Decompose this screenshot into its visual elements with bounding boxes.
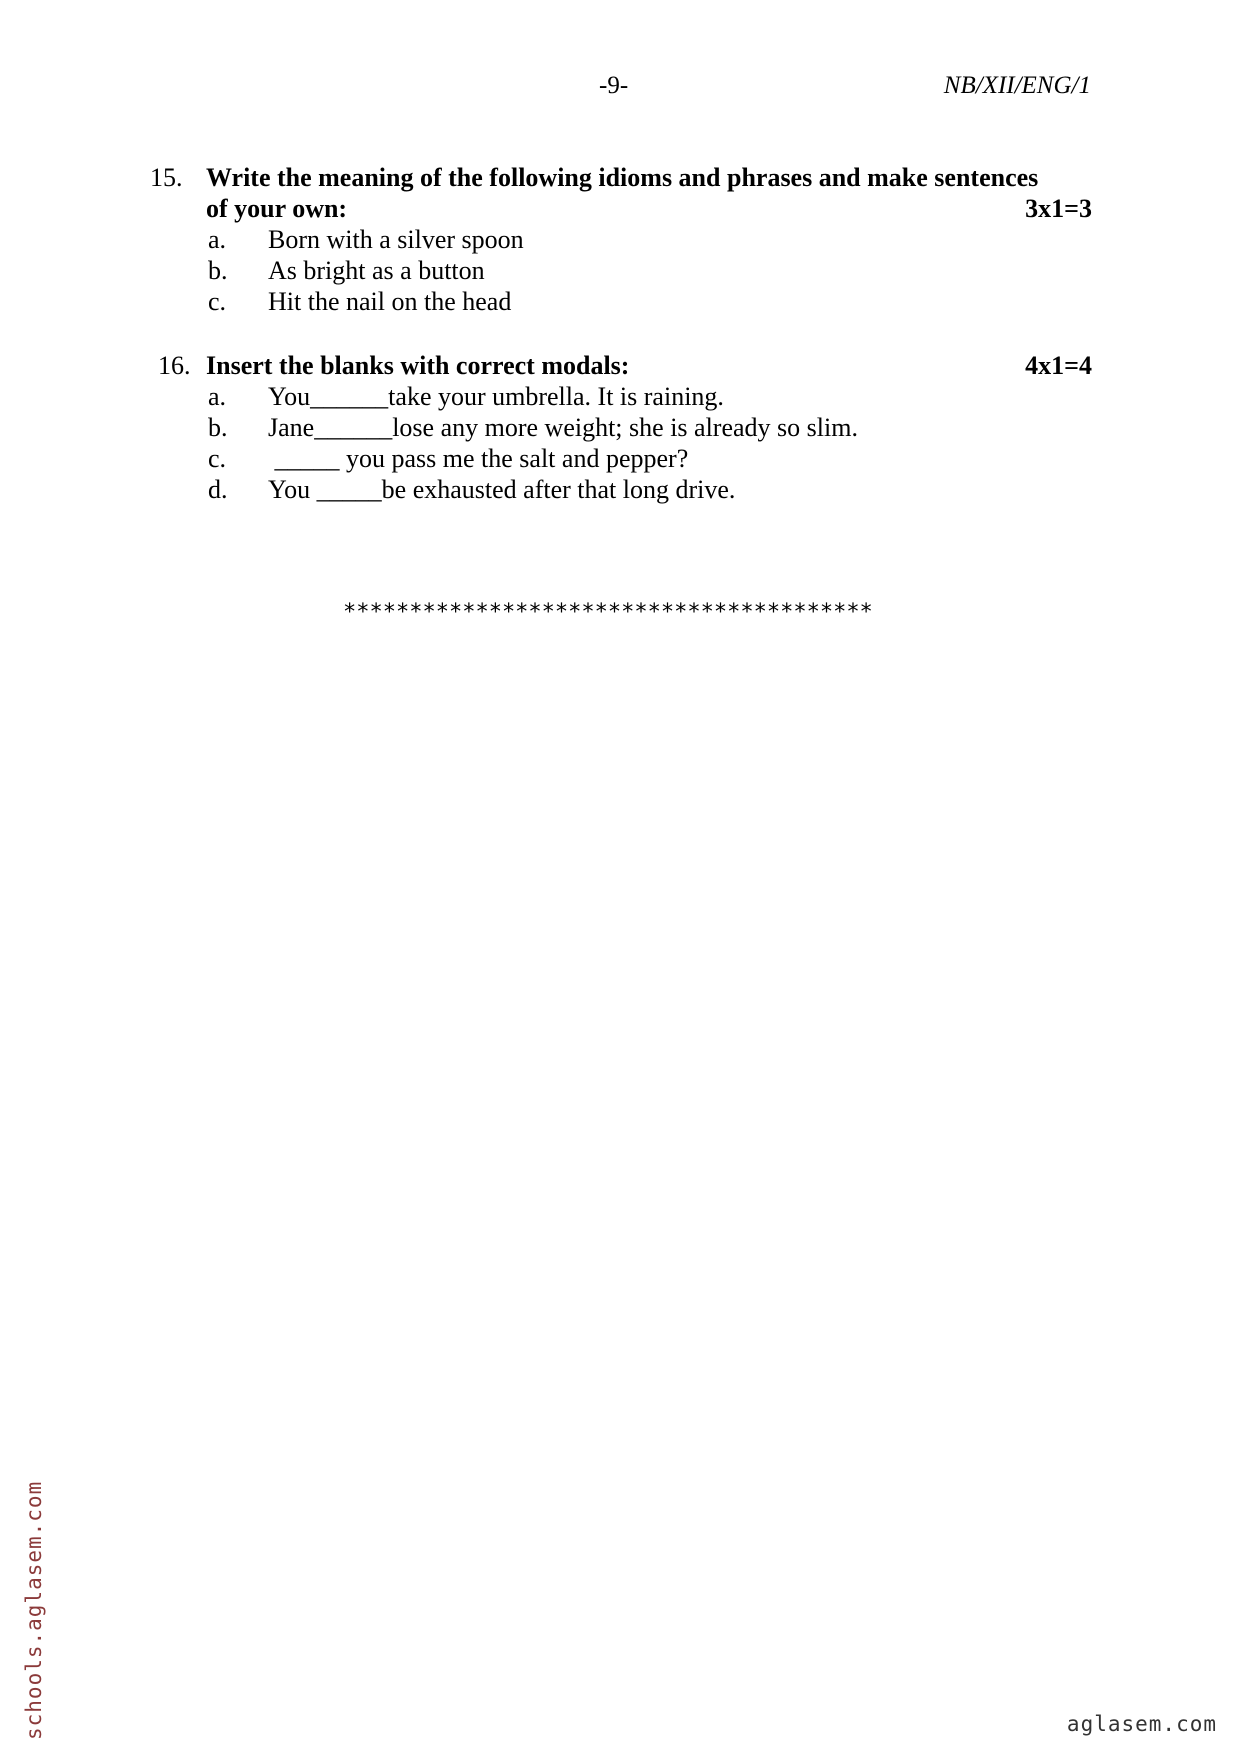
question-line-with-marks bbox=[206, 350, 1092, 381]
side-watermark: schools.aglasem.com bbox=[22, 1480, 46, 1740]
item-text: Hit the nail on the head bbox=[268, 287, 512, 316]
list-item bbox=[208, 381, 1092, 412]
list-item bbox=[208, 255, 1092, 286]
item-text: You _____be exhausted after that long drive. bbox=[268, 475, 736, 504]
question-line: Write the meaning of the following idioms and phrases and make sentences bbox=[206, 163, 1039, 192]
question-number: 16. bbox=[158, 351, 191, 380]
question-line-with-marks bbox=[206, 193, 1092, 224]
item-letter: c. bbox=[208, 287, 227, 316]
list-item bbox=[208, 412, 1092, 443]
list-item bbox=[208, 474, 1092, 505]
question-heading bbox=[150, 350, 1092, 381]
question-line: Insert the blanks with correct modals: bbox=[206, 351, 630, 380]
list-item bbox=[208, 443, 1092, 474]
corner-watermark: aglasem.com bbox=[1066, 1712, 1217, 1736]
marks-label: 4x1=4 bbox=[1025, 351, 1092, 380]
page-number: -9- bbox=[599, 72, 629, 99]
item-letter: b. bbox=[208, 256, 228, 285]
question-text bbox=[206, 350, 1092, 381]
modal-list bbox=[208, 381, 1092, 505]
end-of-paper-marker: **************************************** bbox=[343, 600, 873, 625]
item-text: Born with a silver spoon bbox=[268, 225, 524, 254]
question-number: 15. bbox=[150, 163, 183, 192]
paper-code: NB/XII/ENG/1 bbox=[943, 72, 1091, 99]
question-heading bbox=[150, 162, 1092, 224]
question-line: of your own: bbox=[206, 194, 348, 223]
question-text bbox=[206, 162, 1092, 224]
marks-label: 3x1=3 bbox=[1025, 194, 1092, 223]
question-16 bbox=[150, 350, 1092, 505]
item-letter: a. bbox=[208, 225, 227, 254]
item-letter: b. bbox=[208, 413, 228, 442]
item-text: You______take your umbrella. It is raining. bbox=[268, 382, 724, 411]
question-15 bbox=[150, 162, 1092, 317]
item-text: Jane______lose any more weight; she is already so slim. bbox=[268, 413, 858, 442]
item-text: _____ you pass me the salt and pepper? bbox=[268, 444, 689, 473]
idiom-list bbox=[208, 224, 1092, 317]
item-letter: d. bbox=[208, 475, 228, 504]
item-letter: c. bbox=[208, 444, 227, 473]
item-text: As bright as a button bbox=[268, 256, 485, 285]
list-item bbox=[208, 224, 1092, 255]
list-item bbox=[208, 286, 1092, 317]
item-letter: a. bbox=[208, 382, 227, 411]
